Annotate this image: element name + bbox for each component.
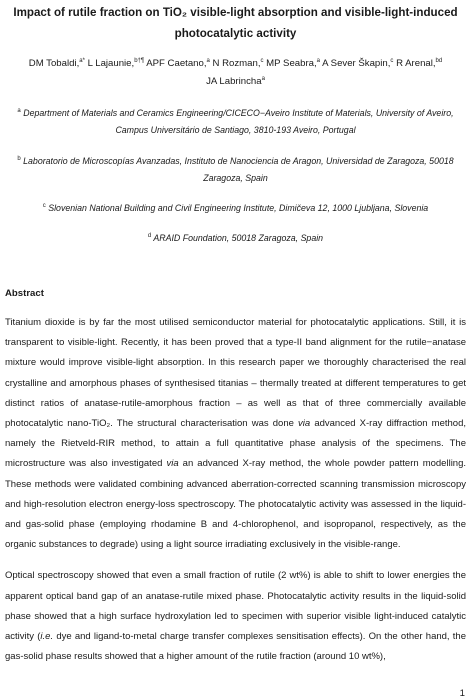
author: MP Seabra,$^a$ [266,57,320,69]
author: APF Caetano,$^a$ [146,57,210,69]
author: R Arenal,$^{bd}$ [396,57,443,69]
author: A Sever Škapin,$^c$ [322,57,394,69]
abstract-heading: Abstract [5,288,44,299]
page-number: 1 [459,688,465,699]
abstract-paragraph-1: Titanium dioxide is by far the most utilised semiconductor material for photocatalytic applications. Still, it is transparent to visible-light. Recently, it has been proved that a type-II band alignment for the rutile−anatase mixture would improve visible-light absorption. In this research paper we thoroughly characterised the real crystalline and amorphous phases of synthesised titanias – thermally treated at different temperatures to get distinct ratios of anatase-rutile-amorphous fraction – as well as that of three commercially available photocatalytic nano-TiO₂. The structural characterisation was done via advanced X-ray diffraction method, namely the Rietveld-RIR method, to attain a full quantitative phase analysis of the specimens. The microstructure was also investigated via an advanced X-ray method, the whole powder pattern modelling. These methods were validated combining advanced aberration-corrected scanning transmission microscopy and high-resolution electron energy-loss spectroscopy. The photocatalytic activity was assessed in the liquid- and gas-solid phase (employing rhodamine B and 4-chlorophenol, and isopropanol, respectively, as the organic substances to degrade) using a light source irradiating exclusively in the visible-range. [5,317,467,551]
author: DM Tobaldi,$^{a*}$ [28,57,85,69]
author-list [5,55,466,91]
affiliation-b: $^b$ Laboratorio de Microscopías Avanzadas, Instituto de Nanociencia de Aragon, Universidad de Zaragoza, 50018 Zaragoza, Spain [17,156,454,183]
affiliation-d: $^d$ ARAID Foundation, 50018 Zaragoza, Spain [147,233,324,243]
author: N Rozman,$^c$ [212,57,264,69]
abstract-paragraph-2: Optical spectroscopy showed that even a small fraction of rutile (2 wt%) is able to shift to lower energies the apparent optical band gap of an anatase-rutile mixed phase. Photocatalytic activity results in the liquid-solid phase showed that a high surface hydroxylation led to specimen with superior visible light-induced catalytic activity (i.e. dye and ligand-to-metal charge transfer complexes sensitisation effects). On the other hand, the gas-solid phase results showed that a higher amount of the rutile fraction (around 10 wt%), [5,570,466,663]
author: L Lajaunie,$^{b\dagger\P}$ [87,57,145,69]
paper-title: Impact of rutile fraction on TiO₂ visible-light absorption and visible-light-induced photocatalytic activity [13,6,458,40]
author: JA Labrincha$^a$ [206,75,265,87]
affiliation-c: $^c$ Slovenian National Building and Civil Engineering Institute, Dimičeva 12, 1000 Ljubljana, Slovenia [42,203,429,213]
affiliation-a: $^a$ Department of Materials and Ceramics Engineering/CICECO−Aveiro Institute of Materials, University of Aveiro, Campus Universitário de Santiago, 3810-193 Aveiro, Portugal [17,108,454,135]
